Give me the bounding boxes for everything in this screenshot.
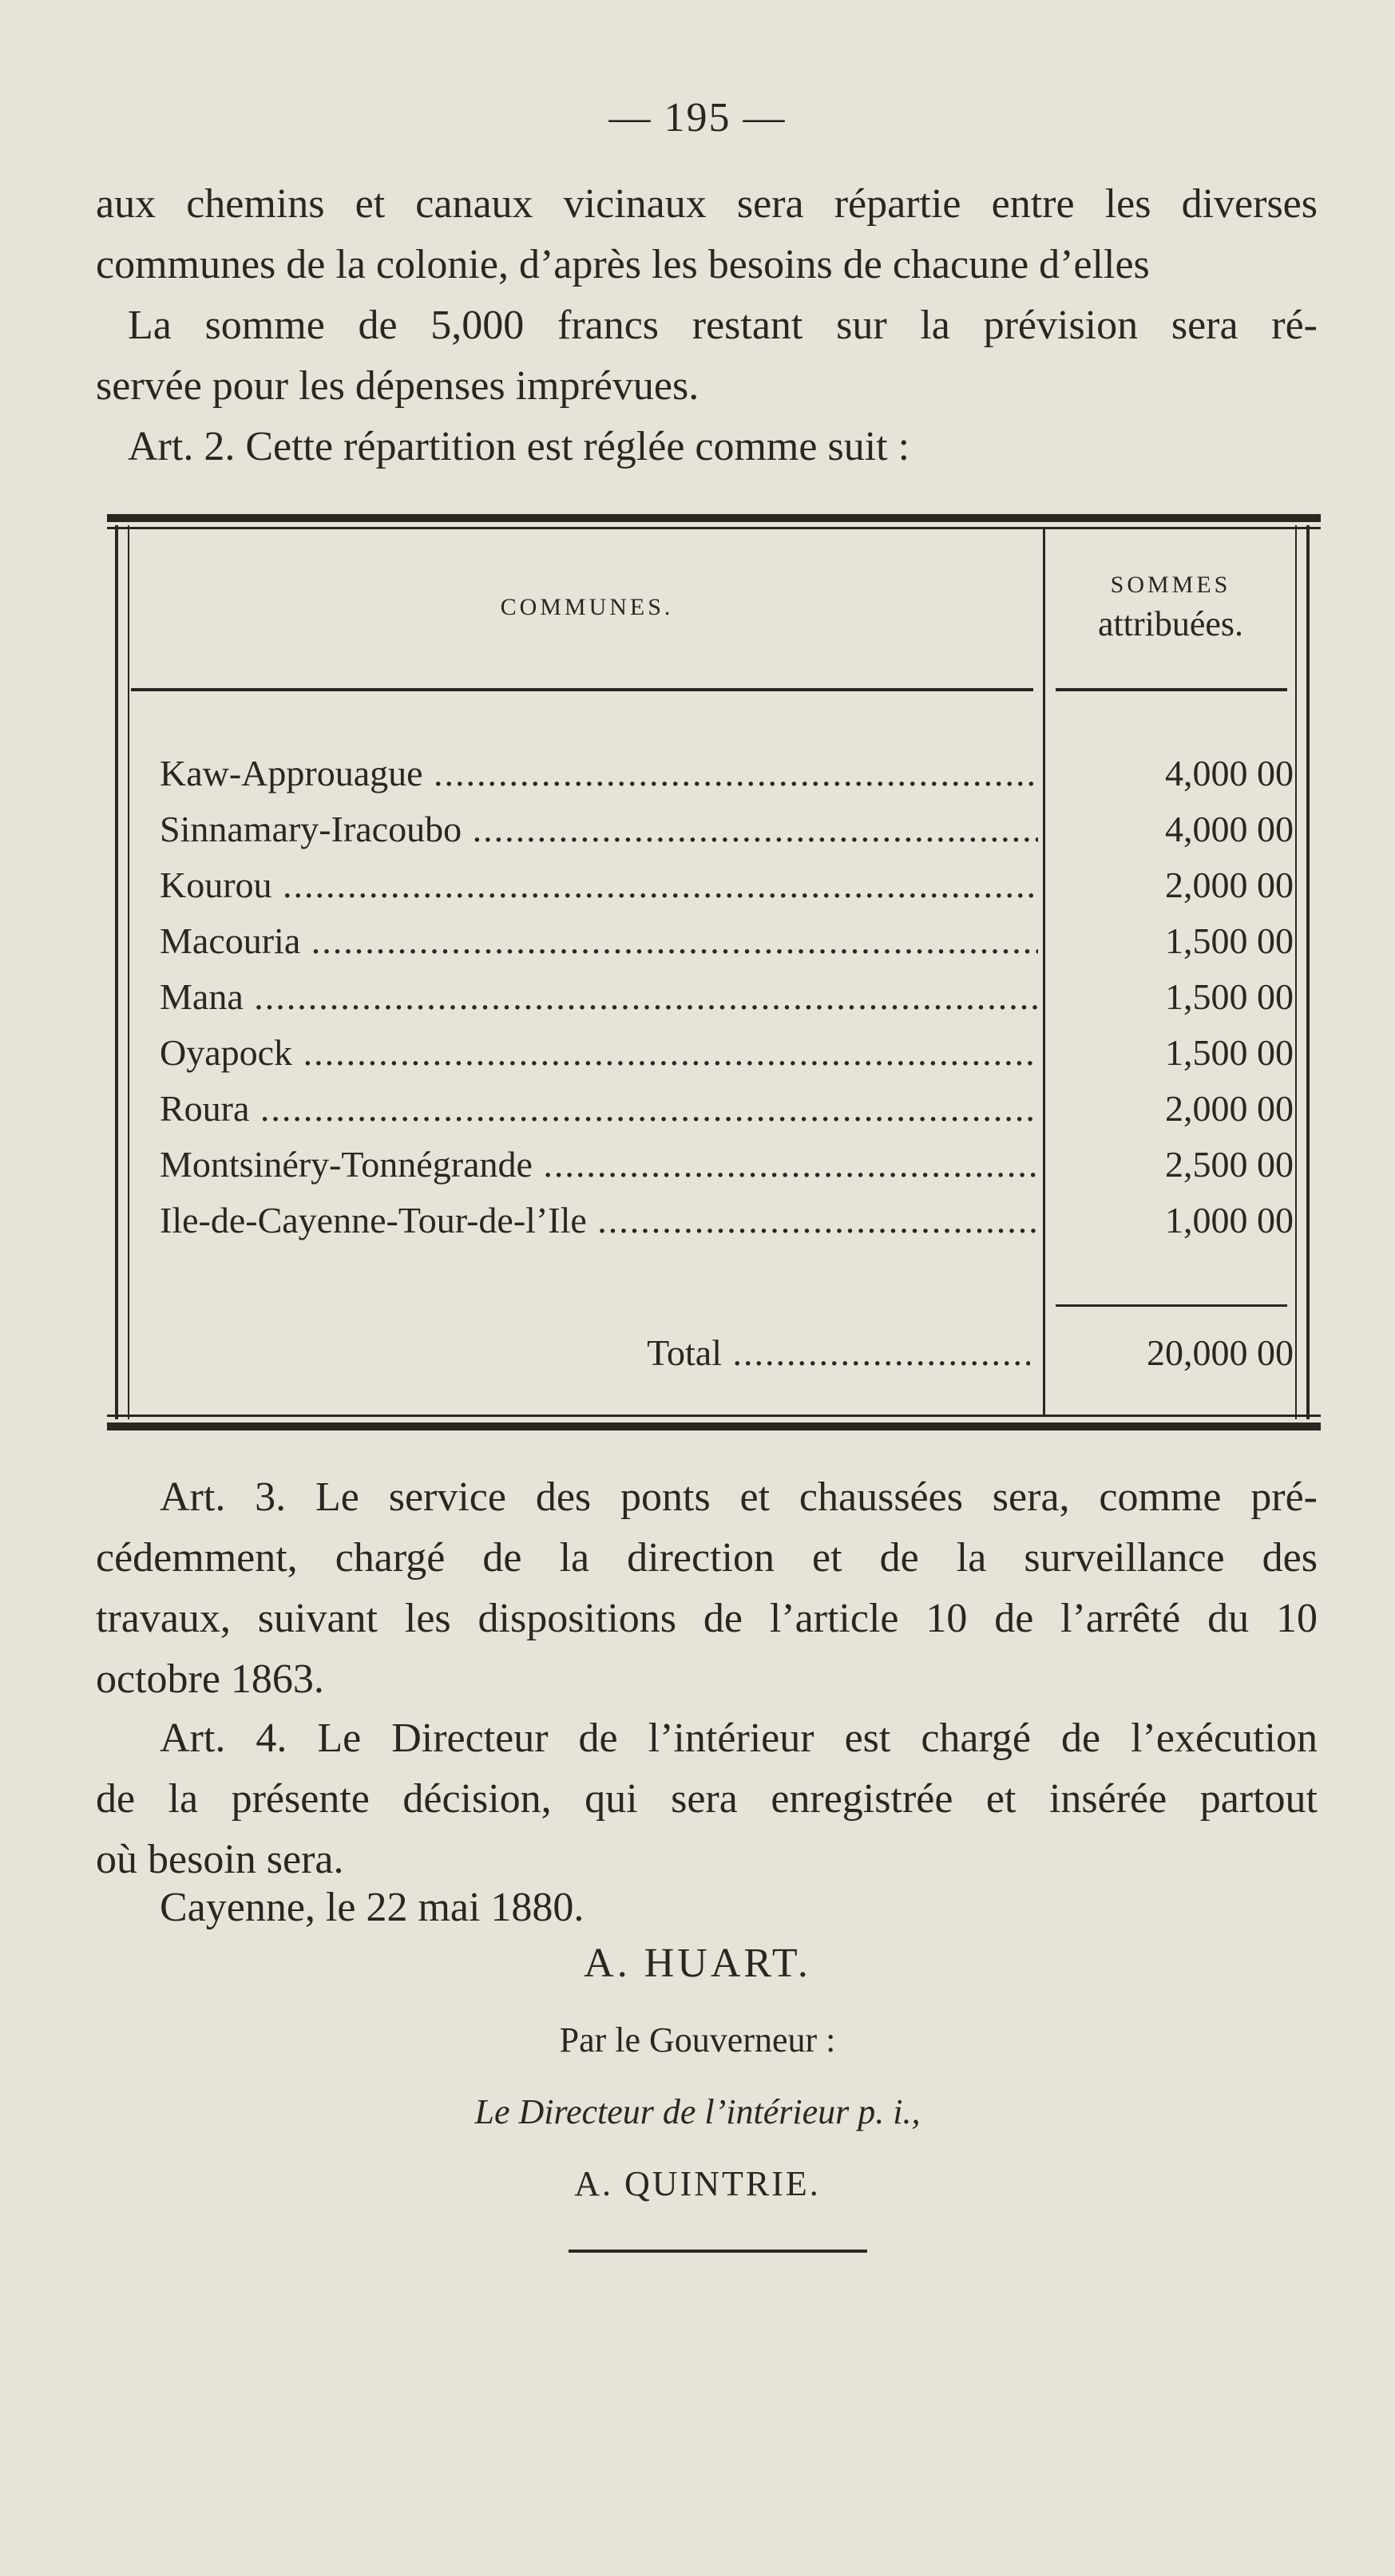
commune-name: Roura ..... <box>160 1081 1038 1137</box>
table-row <box>131 969 1297 1025</box>
total-amount: 20,000 00 <box>1147 1332 1294 1373</box>
commune-amount: 4,000 00 <box>1165 753 1294 793</box>
article-3-line: Art. 3. Le service des ponts et chaussées sera, comme pré- <box>160 1474 1318 1520</box>
commune-amount: 4,000 00 <box>1165 809 1294 849</box>
table-row <box>131 913 1297 969</box>
table-row <box>131 1193 1297 1248</box>
place-date-text: Cayenne, le 22 mai 1880. <box>160 1885 585 1930</box>
table-rule <box>107 514 1321 522</box>
table-border <box>128 525 129 1419</box>
article-4-line: Art. 4. Le Directeur de l’intérieur est chargé de l’exécution <box>160 1715 1318 1761</box>
signatory-title: Par le Gouverneur : <box>559 2020 836 2060</box>
commune-name: Montsinéry-Tonnégrande ..... <box>160 1137 1038 1193</box>
header-rule <box>131 688 1033 691</box>
article-2-text: Art. 2. Cette répartition est réglée comme suit : <box>128 424 910 469</box>
director-name: A. QUINTRIE. <box>574 2164 821 2203</box>
table-row <box>131 1081 1297 1137</box>
table-border <box>115 525 118 1419</box>
total-row <box>131 1325 1297 1381</box>
director-title: Le Directeur de l’intérieur p. i., <box>474 2092 921 2131</box>
article-3-line: cédemment, chargé de la direction et de la surveillance des <box>96 1535 1318 1581</box>
commune-amount: 1,000 00 <box>1165 1200 1294 1241</box>
article-4-line: où besoin sera. <box>96 1837 344 1882</box>
commune-amount: 2,000 00 <box>1165 1088 1294 1129</box>
table-rule <box>107 1423 1321 1430</box>
table-border <box>1306 525 1310 1419</box>
table-rule <box>107 1415 1321 1417</box>
column-header-attribuees: attribuées. <box>1097 604 1244 643</box>
closing-rule <box>569 2250 867 2253</box>
column-header-sommes: SOMMES <box>1110 572 1231 598</box>
column-header-communes: COMMUNES. <box>500 594 674 620</box>
commune-name: Mana ..... <box>160 969 1038 1025</box>
table-row <box>131 1025 1297 1081</box>
reserve-line: La somme de 5,000 francs restant sur la prévision sera ré- <box>128 303 1318 348</box>
commune-amount: 2,000 00 <box>1165 865 1294 905</box>
intro-line: communes de la colonie, d’après les besoins de chacune d’elles <box>96 242 1150 287</box>
table-row <box>131 857 1297 913</box>
commune-name: Macouria ..... <box>160 913 1038 969</box>
commune-amount: 1,500 00 <box>1165 976 1294 1017</box>
commune-amount: 1,500 00 <box>1165 920 1294 961</box>
article-3-line: octobre 1863. <box>96 1656 324 1702</box>
intro-paragraph <box>96 174 1318 295</box>
total-rule <box>1056 1304 1287 1307</box>
reserve-line: servée pour les dépenses imprévues. <box>96 363 699 409</box>
commune-name: Sinnamary-Iracoubo ..... <box>160 801 1038 857</box>
article-2 <box>128 417 1349 477</box>
commune-name: Oyapock ..... <box>160 1025 1038 1081</box>
reserve-paragraph <box>96 295 1318 417</box>
commune-amount: 2,500 00 <box>1165 1144 1294 1185</box>
page-number: — 195 — <box>608 95 787 140</box>
commune-name: Kourou ..... <box>160 857 1038 913</box>
article-3-line: travaux, suivant les dispositions de l’article 10 de l’arrêté du 10 <box>96 1596 1318 1641</box>
article-4 <box>96 1708 1318 1890</box>
table-row <box>131 746 1297 801</box>
allocation-table <box>107 514 1321 1432</box>
commune-amount: 1,500 00 <box>1165 1032 1294 1073</box>
intro-line: aux chemins et canaux vicinaux sera répartie entre les diverses <box>96 181 1318 227</box>
article-3 <box>96 1467 1318 1710</box>
signatory-name: A. HUART. <box>584 1941 811 1986</box>
table-row <box>131 1137 1297 1193</box>
article-4-line: de la présente décision, qui sera enregistrée et insérée partout <box>96 1776 1318 1822</box>
commune-name: Kaw-Approuague ..... <box>160 746 1038 801</box>
total-label-cell <box>131 1325 1030 1381</box>
table-rule <box>107 527 1321 529</box>
header-rule <box>1056 688 1287 691</box>
table-row <box>131 801 1297 857</box>
total-label: Total <box>647 1332 722 1373</box>
commune-name: Ile-de-Cayenne-Tour-de-l’Ile ..... <box>160 1193 1038 1248</box>
place-date <box>160 1878 1381 1938</box>
